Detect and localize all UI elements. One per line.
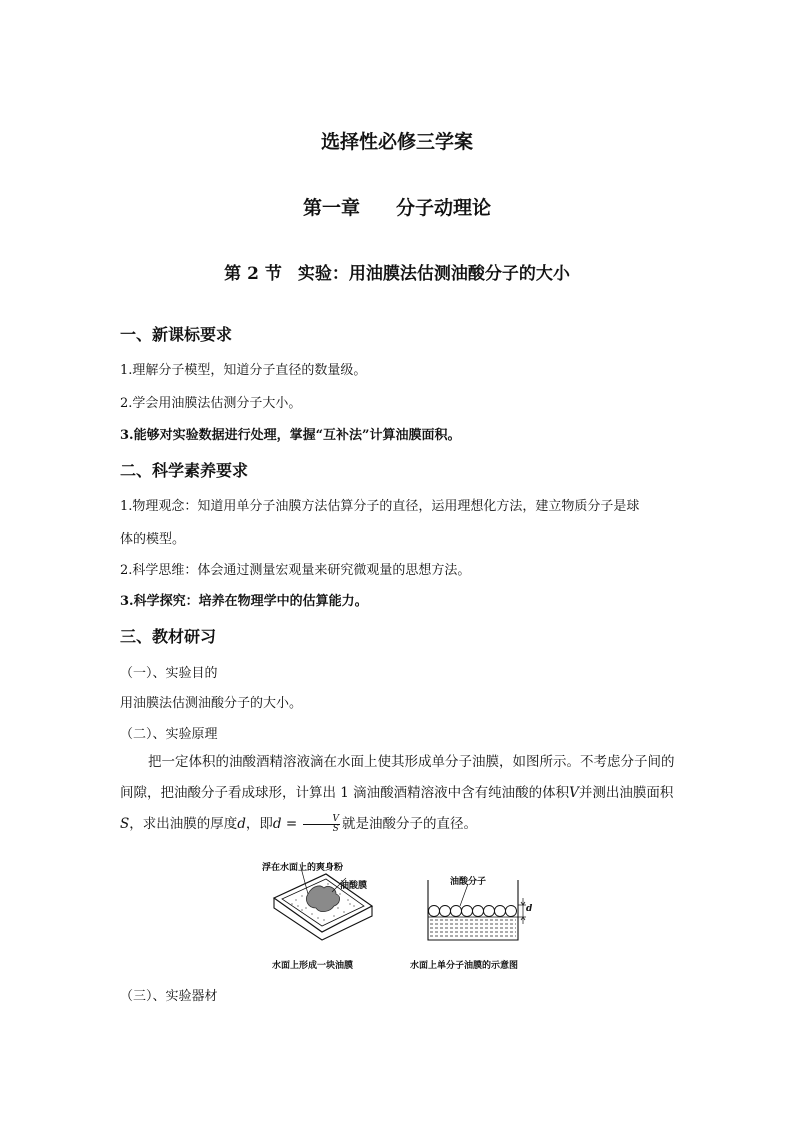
formula-lhs: d xyxy=(272,816,282,832)
chapter-number: 第一章 xyxy=(302,197,360,219)
literacy-item-2: 2.科学思维：体会通过测量宏观量来研究微观量的思想方法。 xyxy=(120,563,471,578)
left-figure-caption: 水面上形成一块油膜 xyxy=(272,961,354,971)
subheading-principle: （二）、实验原理 xyxy=(120,727,218,742)
literacy-item-1-line-1: 1.物理观念：知道用单分子油膜方法估算分子的直径，运用理想化方法，建立物质分子是球 xyxy=(120,499,640,514)
heading-textbook-study: 三、教材研习 xyxy=(120,627,217,646)
literacy-item-1-line-2: 体的模型。 xyxy=(120,532,186,547)
curriculum-item-2: 2.学会用油膜法估测分子大小。 xyxy=(120,396,302,411)
curriculum-item-1: 1.理解分子模型，知道分子直径的数量级。 xyxy=(120,363,367,378)
molecule-label: 油酸分子 xyxy=(450,877,487,887)
oil-molecules xyxy=(429,906,517,917)
area-symbol: S xyxy=(120,816,130,832)
formula-fraction xyxy=(303,815,340,834)
principle-text-1: 把一定体积的油酸酒精溶液滴在水面上使其形成单分子油膜，如图所示。不考虑分子间的间隙，把油酸分子看成球形，计算出 1 滴油酸酒精溶液中含有纯油酸的体积 xyxy=(120,754,675,801)
oil-film-label: 油酸膜 xyxy=(340,881,368,891)
principle-text-2: 并测出油膜面积 xyxy=(578,785,674,801)
curriculum-item-3: 3.能够对实验数据进行处理，掌握“互补法”计算油膜面积。 xyxy=(120,428,461,443)
water-lines xyxy=(430,920,516,936)
principle-text-3: ，求出油膜的厚度 xyxy=(129,816,238,832)
molecule-leader-line xyxy=(460,884,468,906)
section-name: 实验：用油膜法估测油酸分子的大小 xyxy=(297,264,570,284)
volume-symbol: V xyxy=(569,785,579,801)
thickness-d-label: d xyxy=(526,904,533,914)
objective-text: 用油膜法估测油酸分子的大小。 xyxy=(120,696,303,711)
fraction-denominator: S xyxy=(332,824,339,834)
section-title xyxy=(0,259,794,284)
principle-text-5: 就是油酸分子的直径。 xyxy=(341,816,477,832)
right-figure-caption: 水面上单分子油膜的示意图 xyxy=(410,961,519,971)
subheading-equipment: （三）、实验器材 xyxy=(120,989,218,1004)
literacy-item-3: 3.科学探究：培养在物理学中的估算能力。 xyxy=(120,594,368,609)
doc-main-title: 选择性必修三学案 xyxy=(320,131,473,153)
chapter-title xyxy=(0,193,794,220)
heading-literacy: 二、科学素养要求 xyxy=(120,461,249,480)
section-number: 第 2 节 xyxy=(224,264,282,284)
powder-label: 浮在水面上的爽身粉 xyxy=(262,863,344,873)
thickness-symbol: d xyxy=(237,816,246,832)
subheading-objective: （一）、实验目的 xyxy=(120,666,218,681)
chapter-name: 分子动理论 xyxy=(396,197,492,219)
principle-paragraph xyxy=(120,747,680,840)
principle-text-4: ，即 xyxy=(245,816,273,832)
formula-equals: = xyxy=(281,816,302,832)
heading-curriculum: 一、新课标要求 xyxy=(120,325,233,344)
fraction-numerator: V xyxy=(303,815,340,825)
